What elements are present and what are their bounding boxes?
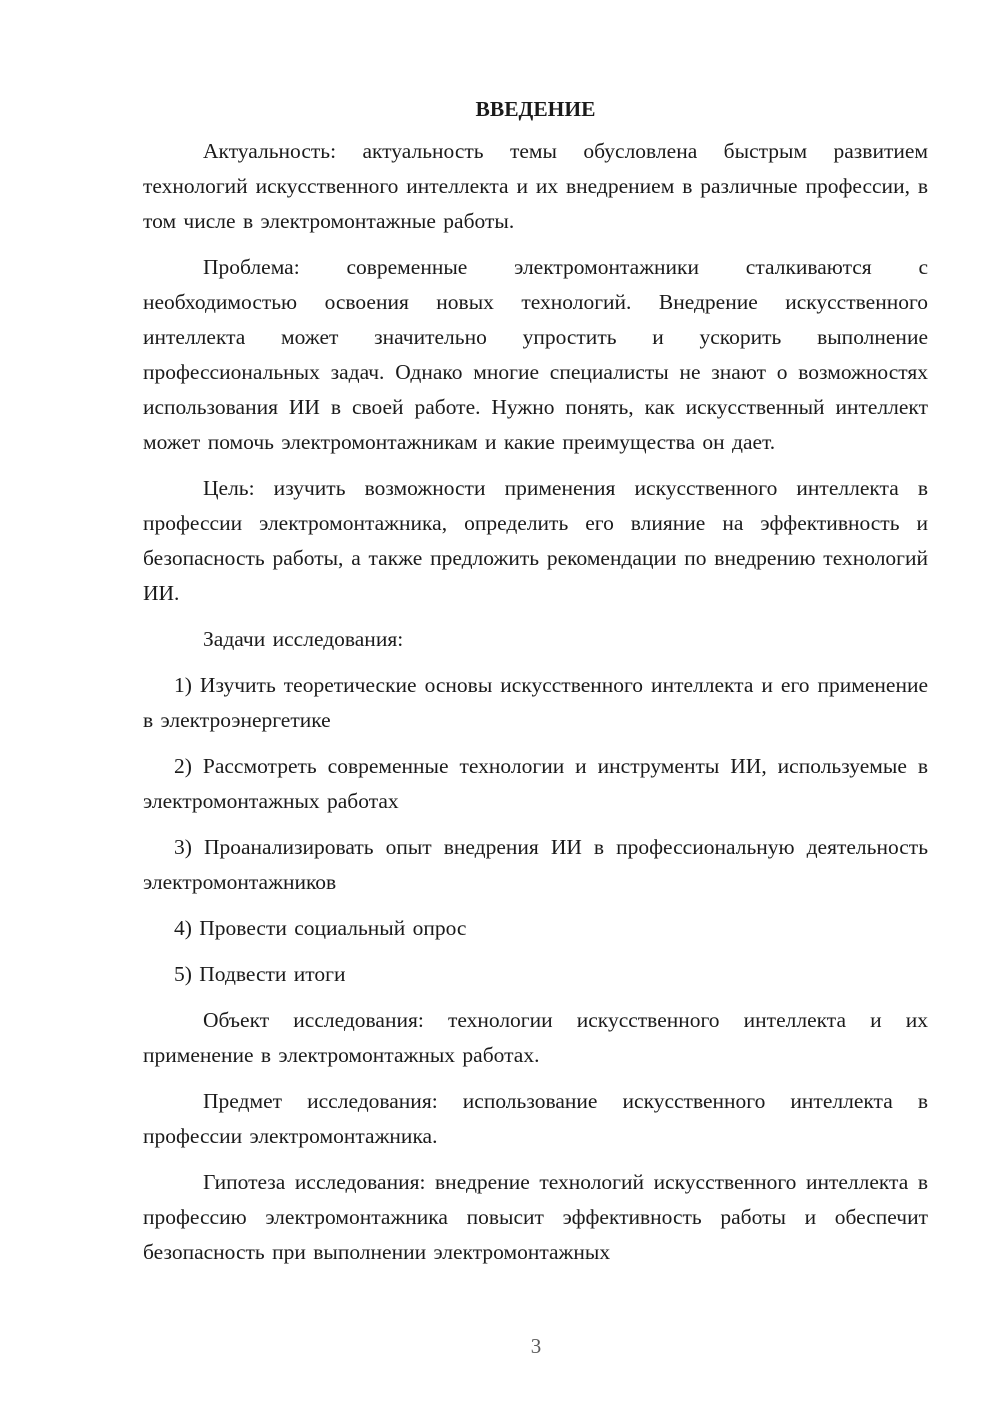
paragraph-relevance: Актуальность: актуальность темы обусловлена быстрым развитием технологий искусственного интеллекта и их внедрением в различные профессии, в том числе в электромонтажные работы.	[143, 139, 928, 233]
task-item-3: 3) Проанализировать опыт внедрения ИИ в профессиональную деятельность электромонтажников	[143, 835, 928, 894]
paragraph-hypothesis: Гипотеза исследования: внедрение технологий искусственного интеллекта в профессию электромонтажника повысит эффективность работы и обеспечит безопасность при выполнении электромонтажных	[143, 1170, 928, 1264]
paragraph-problem: Проблема: современные электромонтажники сталкиваются с необходимостью освоения новых технологий. Внедрение искусственного интеллекта может значительно упростить и ускорить выполнение профессиональных задач. Однако многие специалисты не знают о возможностях использования ИИ в своей работе. Нужно понять, как искусственный интеллект может помочь электромонтажникам и какие преимущества он дает.	[143, 255, 928, 454]
paragraph-object: Объект исследования: технологии искусственного интеллекта и их применение в электромонтажных работах.	[143, 1008, 928, 1067]
task-item-2: 2) Рассмотреть современные технологии и инструменты ИИ, используемые в электромонтажных работах	[143, 754, 928, 813]
tasks-heading: Задачи исследования:	[203, 627, 404, 651]
section-title: ВВЕДЕНИЕ	[475, 97, 596, 121]
task-item-4: 4) Провести социальный опрос	[174, 916, 467, 940]
paragraph-goal: Цель: изучить возможности применения искусственного интеллекта в профессии электромонтажника, определить его влияние на эффективность и безопасность работы, а также предложить рекомендации по внедрению технологий ИИ.	[143, 476, 928, 605]
task-item-1: 1) Изучить теоретические основы искусственного интеллекта и его применение в электроэнергетике	[143, 673, 928, 732]
paragraph-subject: Предмет исследования: использование искусственного интеллекта в профессии электромонтажника.	[143, 1089, 928, 1148]
document-page	[143, 94, 928, 1270]
page-number: 3	[530, 1334, 542, 1358]
task-item-5: 5) Подвести итоги	[174, 962, 346, 986]
